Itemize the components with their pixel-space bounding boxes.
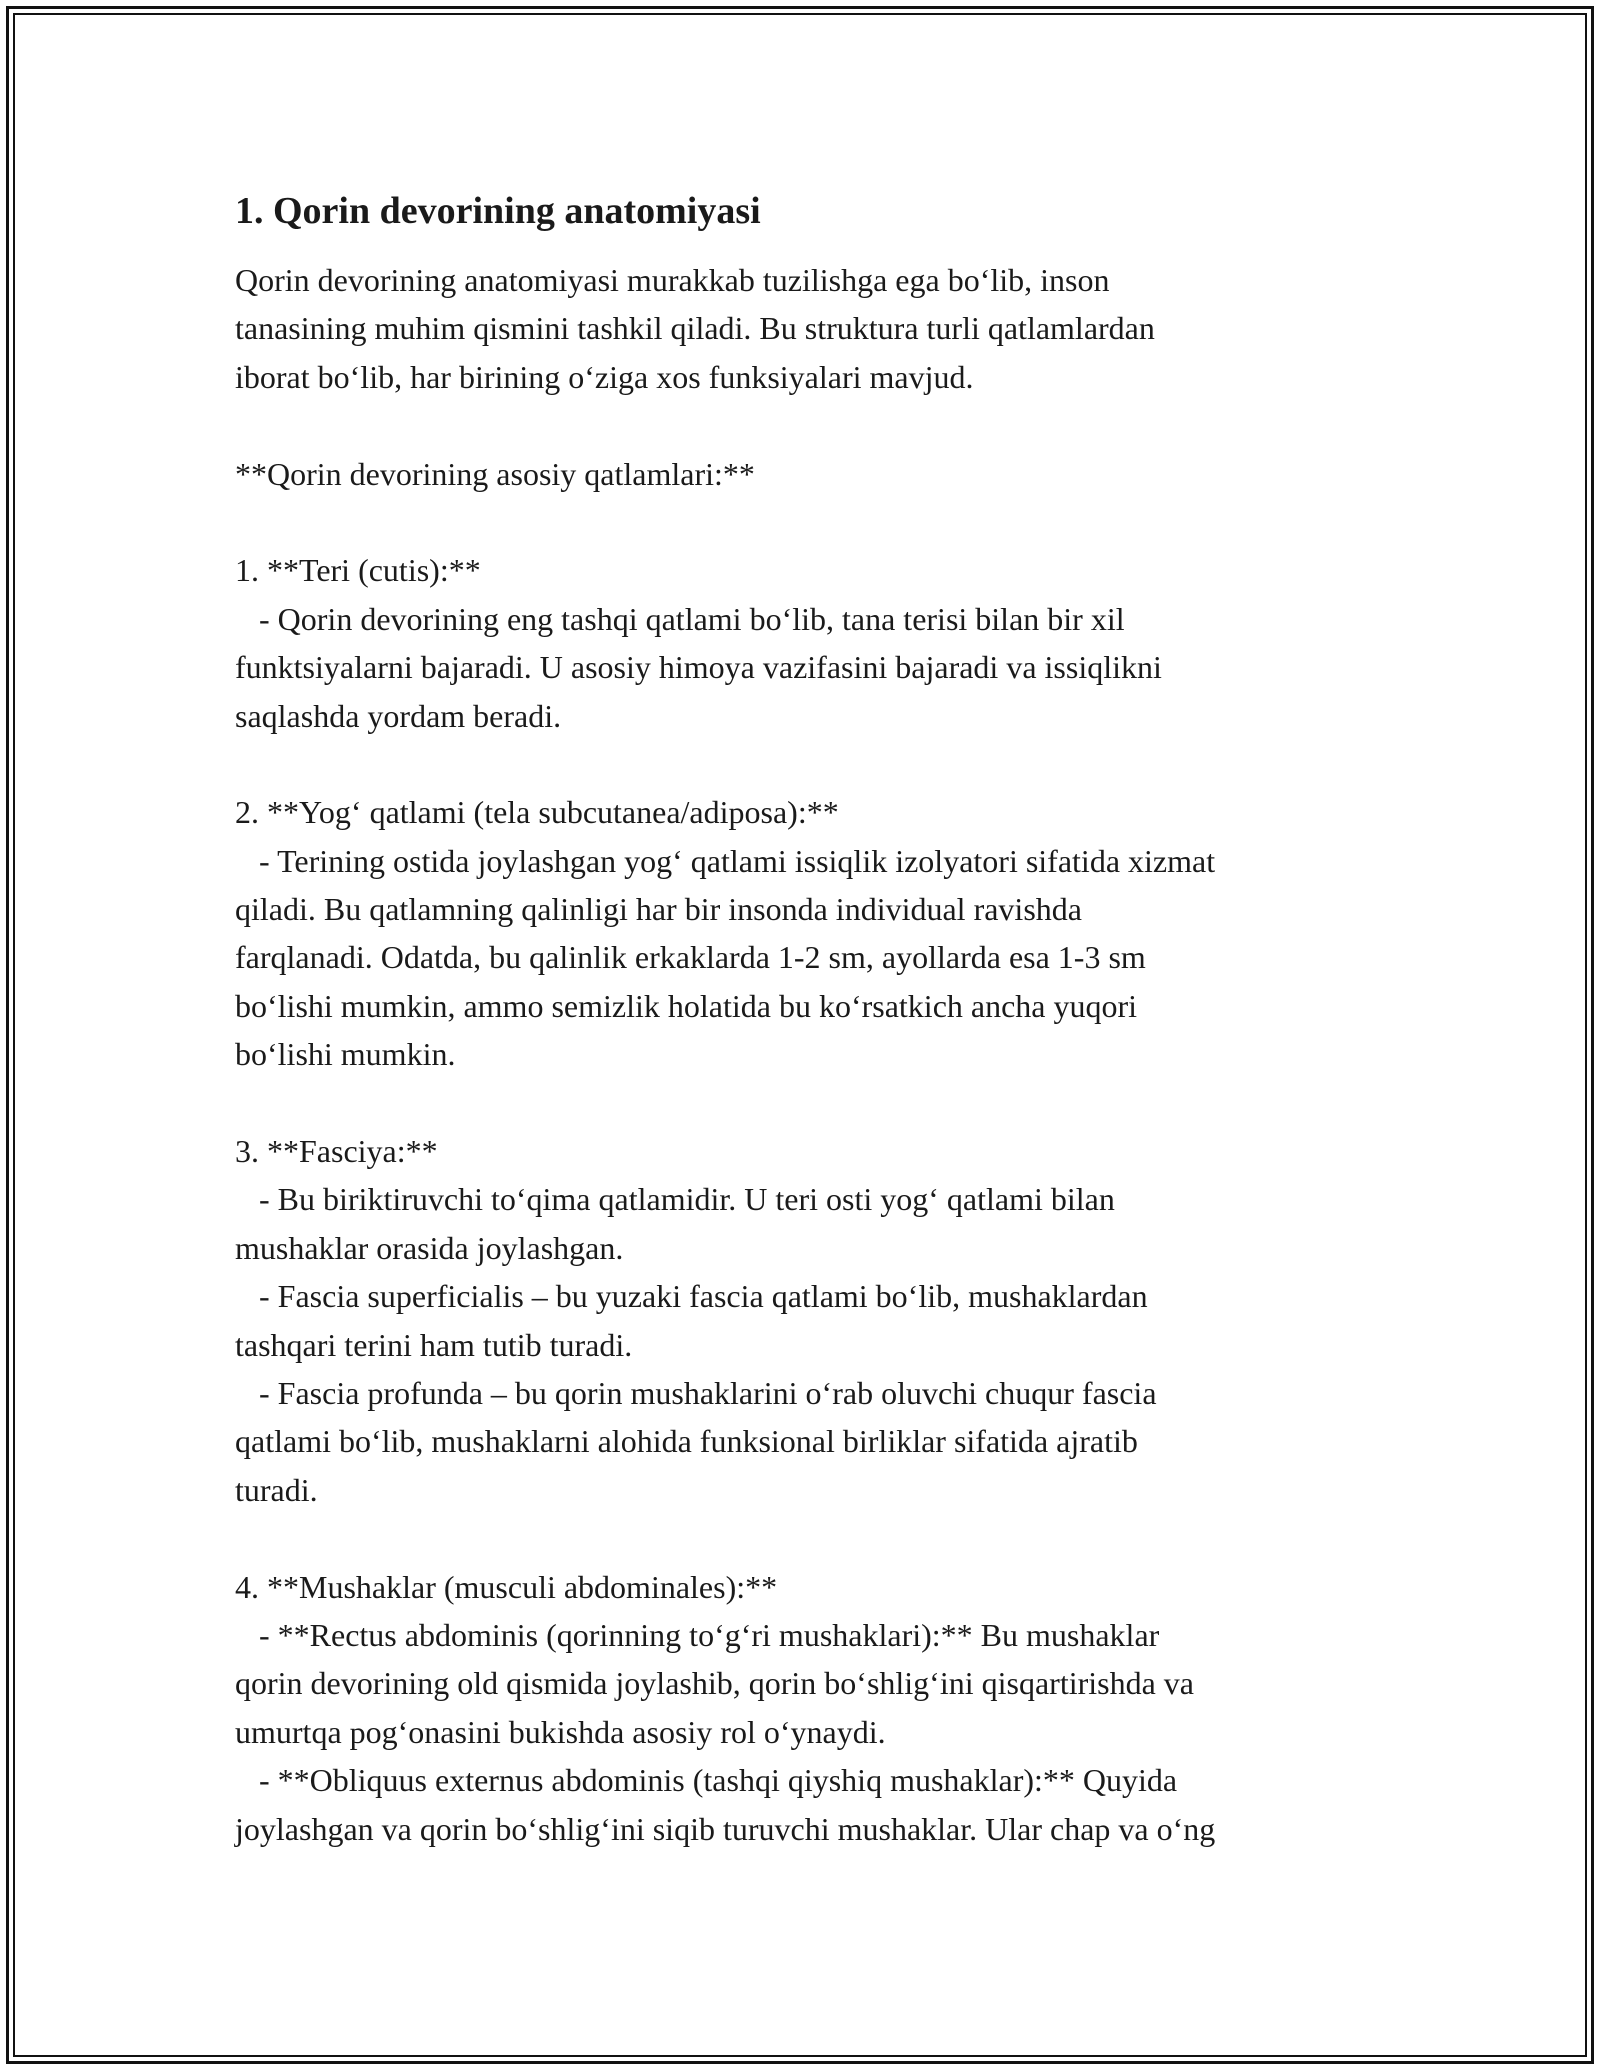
text-line: 2. **Yog‘ qatlami (tela subcutanea/adiposa):** [235, 794, 839, 831]
text-line: tanasining muhim qismini tashkil qiladi. Bu struktura turli qatlamlardan [235, 310, 1155, 347]
text-lines [235, 256, 1370, 1853]
text-line: - Fascia superficialis – bu yuzaki fascia qatlami bo‘lib, mushaklardan [235, 1278, 1148, 1315]
text-line: saqlashda yordam beradi. [235, 697, 562, 734]
text-line: qorin devorining old qismida joylashib, qorin bo‘shlig‘ini qisqartirishda va [235, 1665, 1194, 1702]
text-line: - Qorin devorining eng tashqi qatlami bo‘lib, tana terisi bilan bir xil [235, 600, 1125, 637]
text-line: qatlami bo‘lib, mushaklarni alohida funksional birliklar sifatida ajratib [235, 1423, 1138, 1460]
text-line: bo‘lishi mumkin. [235, 1036, 456, 1073]
blank-line [235, 1514, 1370, 1562]
blank-line [235, 498, 1370, 546]
text-line: 3. **Fasciya:** [235, 1133, 438, 1170]
blank-line [235, 740, 1370, 788]
text-line: - Bu biriktiruvchi to‘qima qatlamidir. U teri osti yog‘ qatlami bilan [235, 1181, 1115, 1218]
text-line: tashqari terini ham tutib turadi. [235, 1326, 633, 1363]
text-line: qiladi. Bu qatlamning qalinligi har bir insonda individual ravishda [235, 891, 1082, 928]
blank-line [235, 401, 1370, 449]
text-line: Qorin devorining anatomiyasi murakkab tuzilishga ega bo‘lib, inson [235, 262, 1110, 298]
text-line: umurtqa pog‘onasini bukishda asosiy rol o‘ynaydi. [235, 1713, 886, 1750]
text-line: - Terining ostida joylashgan yog‘ qatlami issiqlik izolyatori sifatida xizmat [235, 842, 1216, 879]
section-heading: 1. Qorin devorining anatomiyasi [235, 190, 761, 232]
text-line: - Fascia profunda – bu qorin mushaklarini o‘rab oluvchi chuqur fascia [235, 1374, 1157, 1411]
text-line: - **Obliquus externus abdominis (tashqi qiyshiq mushaklar):** Quyida [235, 1762, 1178, 1799]
document-body [235, 186, 1370, 1853]
text-line: farqlanadi. Odatda, bu qalinlik erkaklarda 1-2 sm, ayollarda esa 1-3 sm [235, 939, 1146, 976]
text-line: **Qorin devorining asosiy qatlamlari:** [235, 455, 755, 492]
text-line: - **Rectus abdominis (qorinning to‘g‘ri mushaklari):** Bu mushaklar [235, 1616, 1160, 1653]
text-line: turadi. [235, 1471, 318, 1508]
text-line: mushaklar orasida joylashgan. [235, 1229, 624, 1266]
blank-line [235, 1079, 1370, 1127]
text-line: 4. **Mushaklar (musculi abdominales):** [235, 1568, 778, 1605]
text-line: 1. **Teri (cutis):** [235, 552, 481, 589]
text-line: joylashgan va qorin bo‘shlig‘ini siqib turuvchi mushaklar. Ular chap va o‘ng [235, 1810, 1216, 1847]
text-line: funktsiyalarni bajaradi. U asosiy himoya vazifasini bajaradi va issiqlikni [235, 649, 1162, 686]
text-line: iborat bo‘lib, har birining o‘ziga xos funksiyalari mavjud. [235, 358, 974, 395]
text-line: bo‘lishi mumkin, ammo semizlik holatida bu ko‘rsatkich ancha yuqori [235, 987, 1138, 1024]
